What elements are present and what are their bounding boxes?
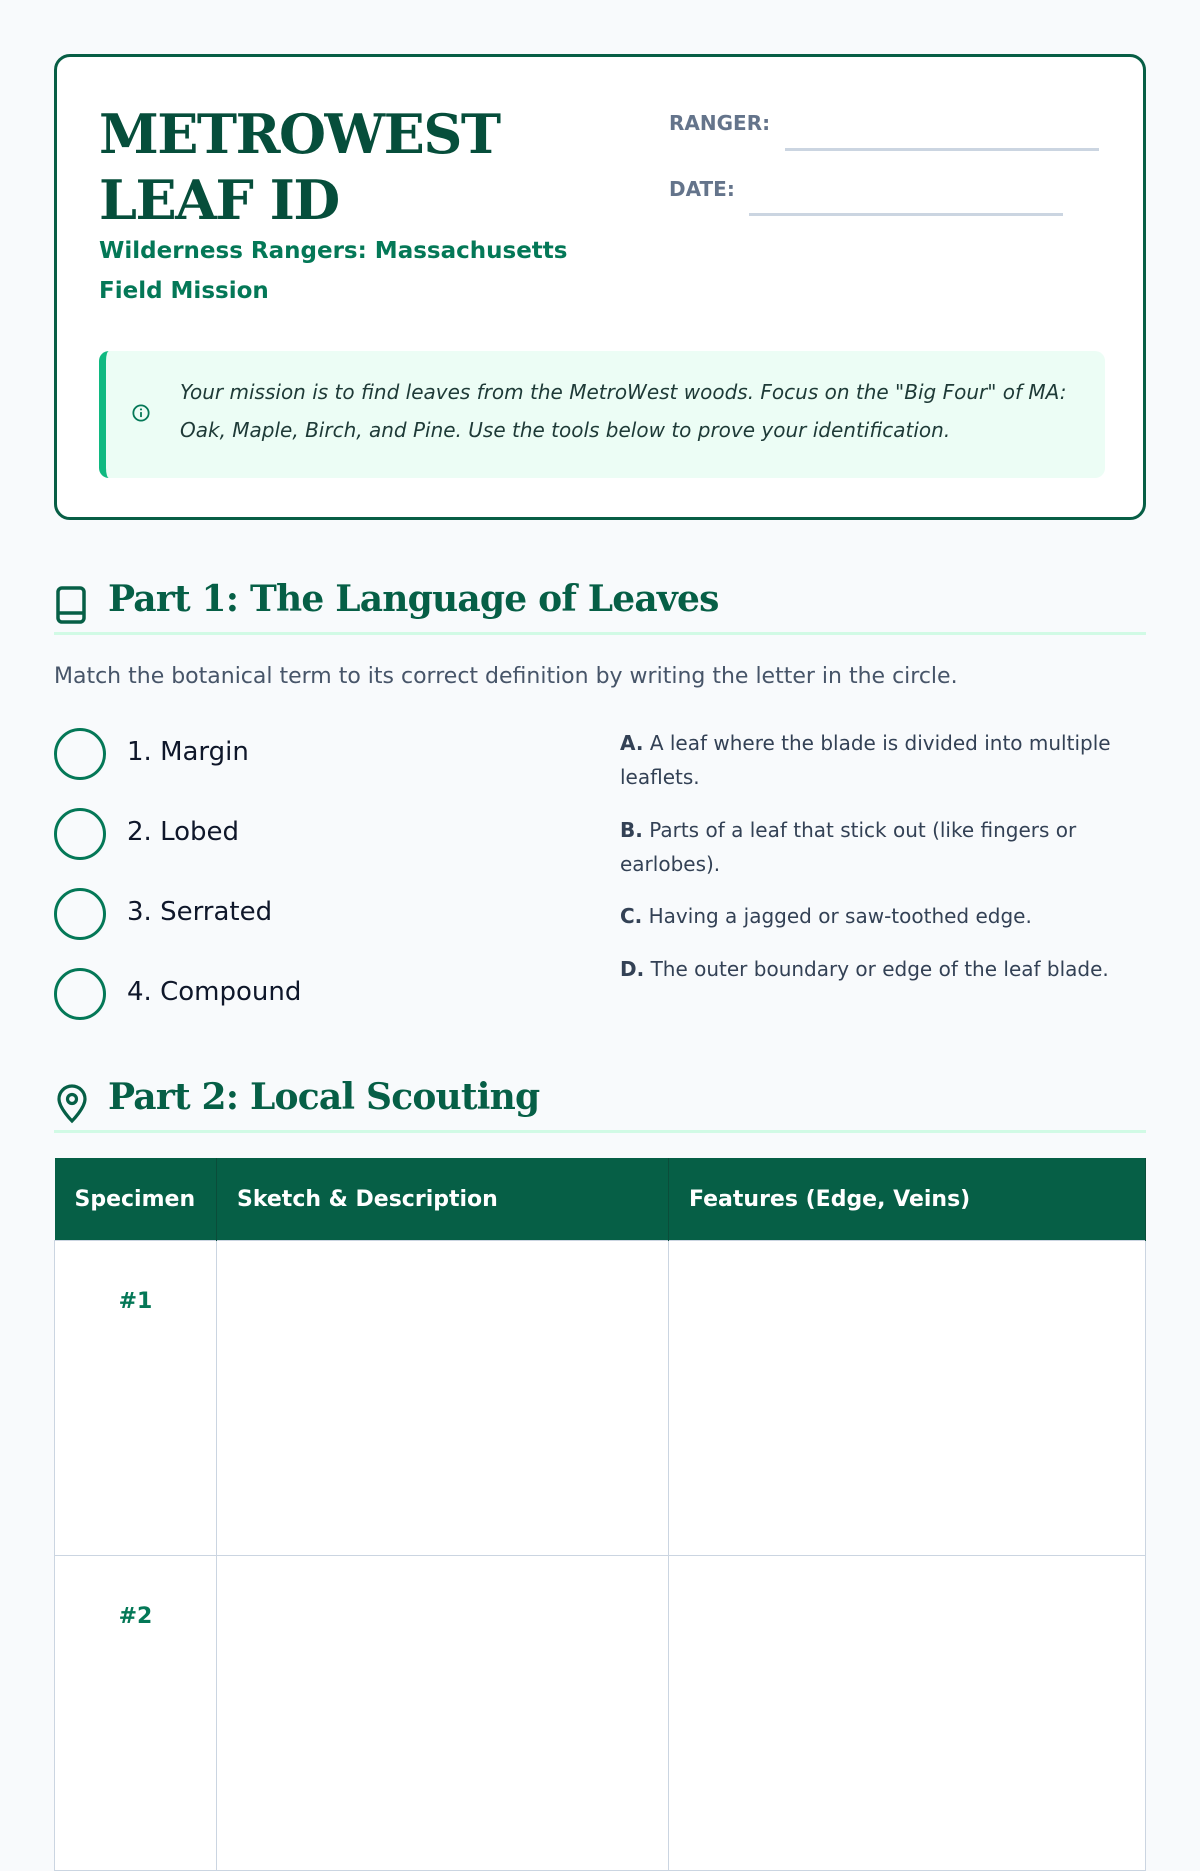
term-label: 4. Compound bbox=[127, 977, 302, 1007]
definition-item bbox=[620, 726, 1140, 794]
definition-letter: D. bbox=[620, 957, 645, 981]
sketch-cell[interactable] bbox=[217, 1241, 669, 1556]
term-label: 2. Lobed bbox=[127, 817, 240, 847]
definition-letter: A. bbox=[620, 731, 644, 755]
page-title: METROWEST LEAF ID bbox=[99, 102, 500, 232]
part2-title: Part 2: Local Scouting bbox=[108, 1076, 540, 1118]
table-row bbox=[55, 1556, 1146, 1871]
table-header-row bbox=[55, 1158, 1146, 1241]
sketch-cell[interactable] bbox=[217, 1556, 669, 1871]
answer-circle-4[interactable] bbox=[54, 968, 106, 1020]
definition-text: The outer boundary or edge of the leaf blade. bbox=[650, 957, 1109, 981]
features-cell[interactable] bbox=[669, 1241, 1146, 1556]
definition-text: Parts of a leaf that stick out (like fingers or earlobes). bbox=[620, 818, 1077, 876]
ranger-field[interactable] bbox=[785, 148, 1099, 151]
definition-item bbox=[620, 813, 1140, 881]
answer-circle-2[interactable] bbox=[54, 808, 106, 860]
term-label: 1. Margin bbox=[127, 737, 249, 767]
column-header: Features (Edge, Veins) bbox=[669, 1158, 1146, 1241]
features-cell[interactable] bbox=[669, 1556, 1146, 1871]
part1-instructions: Match the botanical term to its correct definition by writing the letter in the circle. bbox=[54, 664, 958, 689]
header-card bbox=[54, 54, 1146, 520]
mission-text: Your mission is to find leaves from the MetroWest woods. Focus on the "Big Four" of MA: Oak, Maple, Birch, and Pine. Use the tools below to prove your identification. bbox=[180, 380, 1067, 442]
specimen-cell: #1 bbox=[55, 1241, 217, 1556]
column-header: Specimen bbox=[55, 1158, 217, 1241]
answer-circle-3[interactable] bbox=[54, 888, 106, 940]
date-label: DATE: bbox=[669, 177, 735, 201]
mission-info-box bbox=[99, 351, 1105, 478]
page-subtitle: Wilderness Rangers: Massachusetts Field Mission bbox=[99, 238, 568, 304]
definition-text: Having a jagged or saw-toothed edge. bbox=[648, 904, 1032, 928]
part1-title: Part 1: The Language of Leaves bbox=[108, 578, 719, 620]
definition-text: A leaf where the blade is divided into multiple leaflets. bbox=[620, 731, 1111, 789]
date-field[interactable] bbox=[749, 213, 1063, 216]
part1-heading bbox=[54, 578, 1146, 635]
definition-item bbox=[620, 899, 1140, 933]
column-header: Sketch & Description bbox=[217, 1158, 669, 1241]
term-label: 3. Serrated bbox=[127, 897, 273, 927]
map-pin-icon bbox=[54, 1084, 90, 1124]
definition-letter: B. bbox=[620, 818, 643, 842]
answer-circle-1[interactable] bbox=[54, 728, 106, 780]
definition-item bbox=[620, 952, 1140, 986]
definition-letter: C. bbox=[620, 904, 643, 928]
book-icon bbox=[54, 586, 90, 626]
specimen-cell: #2 bbox=[55, 1556, 217, 1871]
scouting-table bbox=[54, 1158, 1146, 1871]
info-circle-icon bbox=[132, 404, 150, 422]
ranger-label: RANGER: bbox=[669, 111, 771, 135]
table-row bbox=[55, 1241, 1146, 1556]
part2-heading bbox=[54, 1076, 1146, 1133]
